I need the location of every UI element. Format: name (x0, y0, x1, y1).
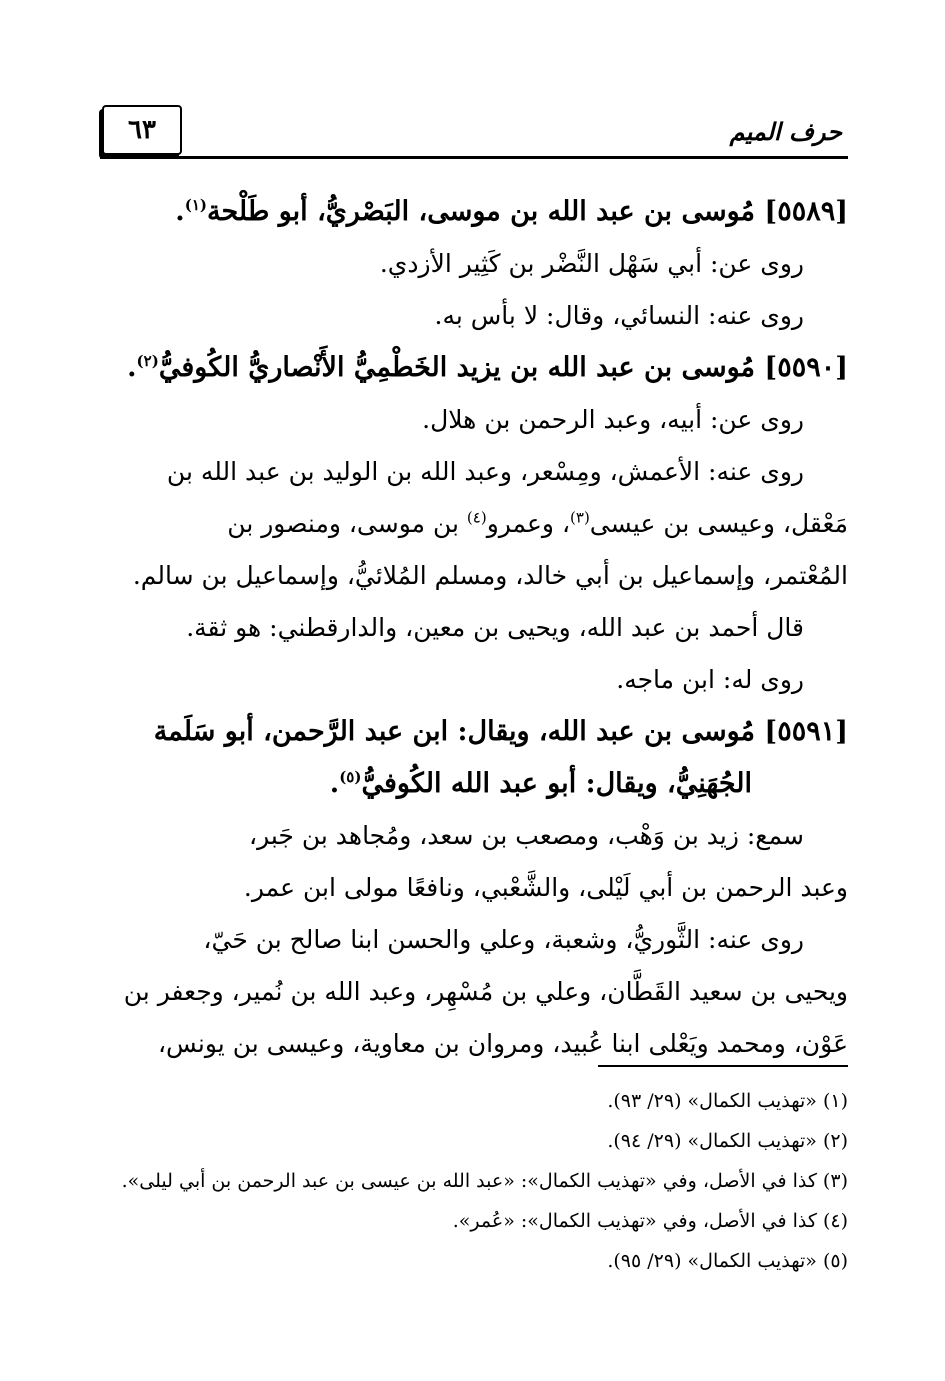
text-line: ويحيى بن سعيد القَطَّان، وعلي بن مُسْهِر، وعبد الله بن نُمير، وجعفر بن (123, 977, 848, 1006)
entry-heading-5591-cont (100, 758, 848, 810)
text-line: روى عن: أبيه، وعبد الرحمن بن هلال. (422, 405, 804, 434)
entry-heading-end: . (329, 768, 340, 799)
footnote: (٣) كذا في الأصل، وفي «تهذيب الكمال»: «عبد الله بن عيسى بن عبد الرحمن بن أبي ليلى». (121, 1170, 848, 1192)
text-line: روى عنه: النسائي، وقال: لا بأس به. (434, 301, 804, 330)
entry-heading-end: . (175, 196, 185, 227)
text-line: قال أحمد بن عبد الله، ويحيى بن معين، والدارقطني: هو ثقة. (186, 613, 804, 642)
entry-heading-5589 (100, 186, 848, 238)
footnote-ref: (٣) (570, 508, 590, 527)
entry-heading-text: [٥٥٨٩] مُوسى بن عبد الله بن موسى، البَصْريُّ، أبو طَلْحة (206, 196, 848, 227)
chapter-title: حرف الميم (729, 117, 842, 146)
entry-heading-end: . (127, 352, 137, 383)
text-line: روى عنه: الأعمش، ومِسْعر، وعبد الله بن الوليد بن عبد الله بن (166, 457, 804, 486)
footnote-ref: (٤) (466, 508, 487, 527)
entry-heading-5590 (100, 342, 848, 394)
text-line: روى عن: أبي سَهْل النَّضْر بن كَثِير الأزدي. (379, 249, 804, 278)
page-number: ٦٣ (102, 105, 182, 155)
text-line: المُعْتمر، وإسماعيل بن أبي خالد، ومسلم المُلائيُّ، وإسماعيل بن سالم. (132, 561, 848, 590)
entry-heading-text: الجُهَنِيُّ، ويقال: أبو عبد الله الكُوفيُّ (361, 768, 752, 799)
footnote-ref: (٢) (136, 352, 159, 370)
footnotes (100, 1065, 848, 1281)
footnote: (٢) «تهذيب الكمال» (٢٩/ ٩٤). (607, 1130, 848, 1152)
main-text (100, 186, 848, 1070)
footnote-ref: (١) (184, 196, 207, 214)
text-line: روى عنه: الثَّوريُّ، وشعبة، وعلي والحسن ابنا صالح بن حَيّ، (203, 925, 804, 954)
text-run: مَعْقل، وعيسى بن عيسى (589, 509, 848, 538)
text-run: بن موسى، ومنصور بن (227, 509, 467, 538)
entry-heading-5591: [٥٥٩١] مُوسى بن عبد الله، ويقال: ابن عبد الرَّحمن، أبو سَلَمة (153, 716, 848, 747)
text-line: وعبد الرحمن بن أبي لَيْلى، والشَّعْبي، ونافعًا مولى ابن عمر. (243, 873, 848, 902)
text-line: سمع: زيد بن وَهْب، ومصعب بن سعد، ومُجاهد بن جَبر، (249, 821, 804, 850)
footnote-ref: (٥) (339, 768, 362, 786)
text-run: ، وعمرو (486, 509, 571, 538)
footnote: (٥) «تهذيب الكمال» (٢٩/ ٩٥). (607, 1250, 848, 1272)
entry-heading-text: [٥٥٩٠] مُوسى بن عبد الله بن يزيد الخَطْمِيُّ الأَنْصاريُّ الكُوفيُّ (158, 352, 848, 383)
text-line (100, 498, 848, 550)
footnote: (١) «تهذيب الكمال» (٢٩/ ٩٣). (607, 1090, 848, 1112)
text-line: روى له: ابن ماجه. (616, 665, 804, 694)
text-line: عَوْن، ومحمد ويَعْلى ابنا عُبيد، ومروان بن معاوية، وعيسى بن يونس، (157, 1029, 848, 1058)
page (100, 0, 848, 1381)
footnote-rule (598, 1065, 848, 1067)
header-rule (100, 156, 848, 159)
footnote: (٤) كذا في الأصل، وفي «تهذيب الكمال»: «عُمر». (452, 1210, 848, 1232)
page-header (100, 103, 848, 159)
